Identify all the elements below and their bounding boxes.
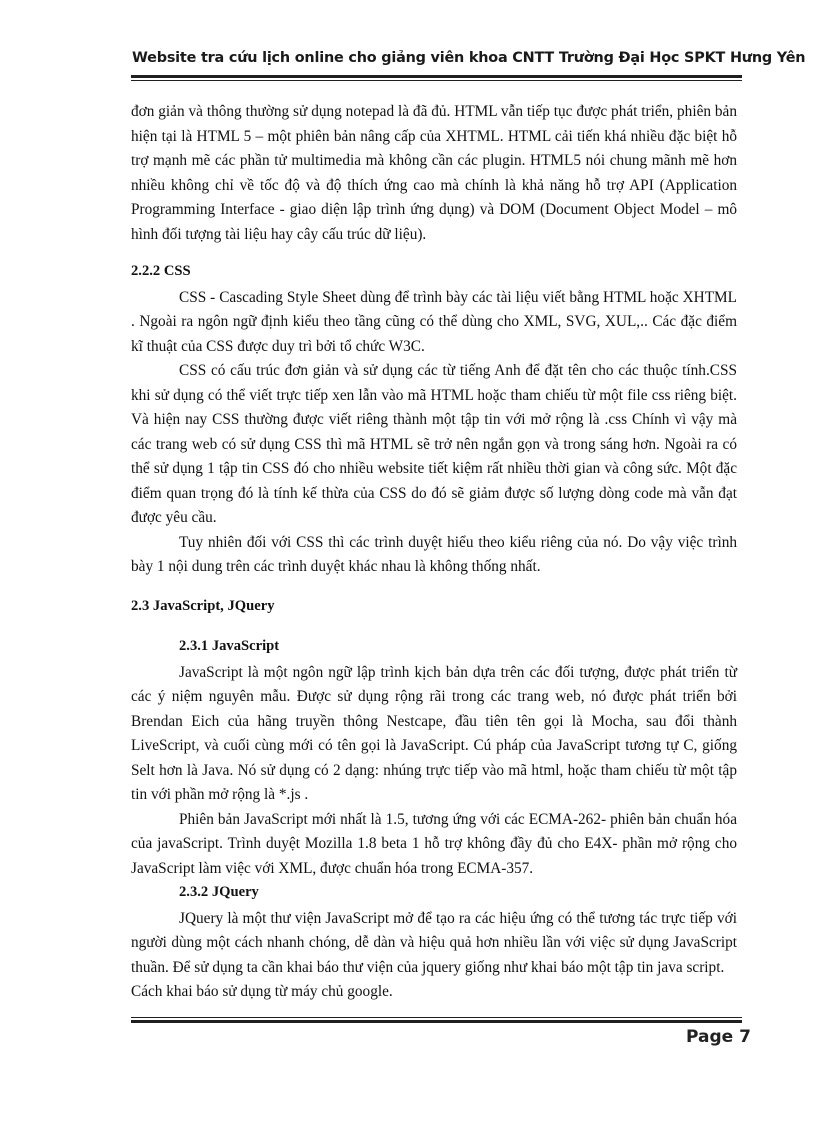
intro-block: [131, 100, 737, 247]
intro-paragraph: đơn giản và thông thường sử dụng notepad là đã đủ. HTML vẫn tiếp tục được phát triển, phiên bản hiện tại là HTML 5 – một phiên bản nâng cấp của XHTML. HTML cải tiến khá nhiều đặc biệt hỗ trợ mạnh mẽ các phần tử multimedia mà không cần các plugin. HTML5 nói chung mãnh mẽ hơn nhiều không chỉ về tốc độ và độ thích ứng cao mà chính là khả năng hỗ trợ API (Application Programming Interface - giao diện lập trình ứng dụng) và DOM (Document Object Model – mô hình đối tượng tài liệu hay cây cấu trúc dữ liệu).: [131, 103, 737, 243]
header-rule-thin: [131, 80, 742, 81]
jquery-subsection: [131, 880, 737, 1005]
css-paragraph-1: CSS - Cascading Style Sheet dùng để trình bày các tài liệu viết bằng HTML hoặc XHTML . Ngoài ra ngôn ngữ định kiểu theo tầng cũng có thể dùng cho XML, SVG, XUL,.. Các đặc điểm kĩ thuật của CSS được duy trì bởi tổ chức W3C.: [131, 288, 737, 355]
css-section: [131, 259, 737, 580]
css-paragraph-2: CSS có cấu trúc đơn giản và sử dụng các từ tiếng Anh để đặt tên cho các thuộc tính.CSS khi sử dụng có thể viết trực tiếp xen lẫn vào mã HTML hoặc tham chiếu từ một file css riêng biệt. Và hiện nay CSS thường được viết riêng thành một tập tin với mở rộng là .css Chính vì vậy mà các trang web có sử dụng CSS thì mã HTML sẽ trở nên ngắn gọn và trong sáng hơn. Ngoài ra có thể sử dụng 1 tập tin CSS đó cho nhiều website tiết kiệm rất nhiều thời gian và công sức. Một đặc điểm quan trọng đó là tính kế thừa của CSS do đó sẽ giảm được số lượng dòng code mà vẫn đạt được yêu cầu.: [131, 362, 737, 526]
footer-rule-thick: [131, 1020, 742, 1023]
jquery-paragraph-2: Cách khai báo sử dụng từ máy chủ google.: [131, 983, 393, 1000]
javascript-subsection: [131, 634, 737, 881]
jquery-paragraph-1: JQuery là một thư viện JavaScript mở để tạo ra các hiệu ứng có thể tương tác trực tiếp với người dùng một cách nhanh chóng, dễ dàn và hiệu quả hơn nhiều lần với việc sử dụng JavaScript thuần. Để sử dụng ta cần khai báo thư viện của jquery giống như khai báo một tập tin java script.: [131, 909, 737, 976]
footer-rule-thin: [131, 1017, 742, 1018]
javascript-paragraph-2: Phiên bản JavaScript mới nhất là 1.5, tương ứng với các ECMA-262- phiên bản chuẩn hóa của javaScript. Trình duyệt Mozilla 1.8 beta 1 hỗ trợ không đầy đủ cho E4X- phần mở rộng cho JavaScript làm việc với XML, được chuẩn hóa trong ECMA-357.: [131, 810, 737, 877]
js-section: [131, 594, 737, 619]
css-paragraph-3: Tuy nhiên đối với CSS thì các trình duyệt hiểu theo kiểu riêng của nó. Do vậy việc trình bày 1 nội dung trên các trình duyệt khác nhau là không thống nhất.: [131, 533, 737, 575]
header-rule-thick: [131, 75, 742, 78]
jquery-heading: 2.3.2 JQuery: [179, 884, 259, 900]
javascript-heading: 2.3.1 JavaScript: [179, 638, 280, 654]
javascript-paragraph-1: JavaScript là một ngôn ngữ lập trình kịch bản dựa trên các đối tượng, được phát triển từ các ý niệm nguyên mẫu. Được sử dụng rộng rãi trong các trang web, nó được phát triển bởi Brendan Eich của hãng truyền thông Nestcape, đầu tiên tên gọi là Mocha, sau đổi thành LiveScript, và cuối cùng mới có tên gọi là JavaScript. Cú pháp của JavaScript tương tự C, giống Selt hơn là Java. Nó sử dụng có 2 dạng: nhúng trực tiếp vào mã html, hoặc tham chiếu từ một tập tin với phần mở rộng là *.js .: [131, 663, 737, 803]
page-number: Page 7: [686, 1027, 751, 1047]
js-section-heading: 2.3 JavaScript, JQuery: [131, 598, 275, 614]
css-heading: 2.2.2 CSS: [131, 263, 191, 279]
document-header-title: Website tra cứu lịch online cho giảng viên khoa CNTT Trường Đại Học SPKT Hưng Yên: [132, 50, 806, 66]
